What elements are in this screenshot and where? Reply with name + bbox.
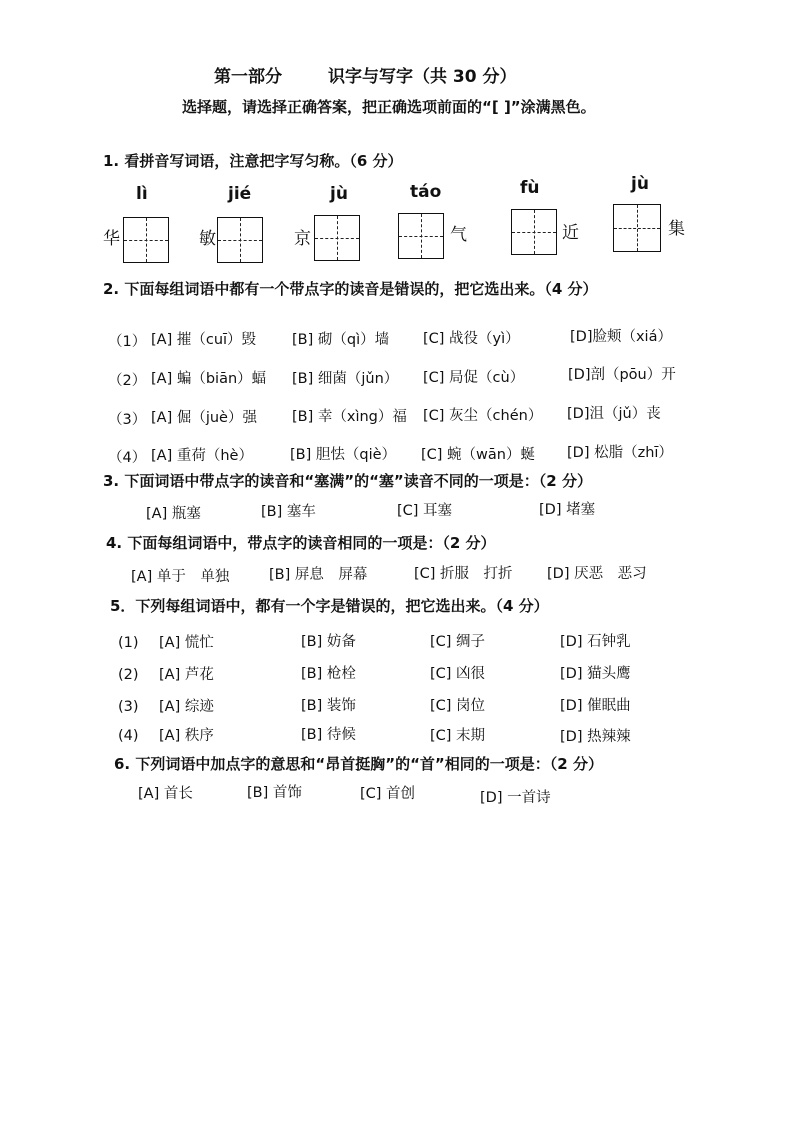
q1-char-2: 敏 — [199, 229, 216, 249]
q2-row-2-option-b[interactable]: [B] 细菌（jǔn） — [292, 371, 399, 387]
q2-stem: 2. 下面每组词语中都有一个带点字的读音是错误的，把它选出来。（4 分） — [103, 280, 598, 298]
q2-row-2-option-d[interactable]: [D]剖（pōu）开 — [568, 367, 676, 383]
q5-row-1-num: (1) — [118, 635, 139, 651]
q6-stem: 6. 下列词语中加点字的意思和“昂首挺胸”的“首”相同的一项是：（2 分） — [114, 755, 603, 773]
q5-row-2-option-c[interactable]: [C] 凶很 — [430, 666, 486, 682]
q2-row-4-option-d[interactable]: [D] 松脂（zhī） — [567, 445, 673, 461]
q3-option-c[interactable]: [C] 耳塞 — [397, 503, 453, 519]
q5-row-1-option-c[interactable]: [C] 绸子 — [430, 634, 486, 650]
q1-writing-box-6[interactable] — [613, 204, 661, 252]
q1-char-3: 京 — [294, 229, 311, 249]
q1-char-6: 集 — [668, 219, 685, 239]
q2-row-1-option-d[interactable]: [D]脸颊（xiá） — [570, 329, 672, 345]
q2-row-2-option-c[interactable]: [C] 局促（cù） — [423, 370, 525, 386]
q2-row-3-option-a[interactable]: [A] 倔（juè）强 — [151, 410, 257, 426]
q4-option-b[interactable]: [B] 屏息 屏幕 — [269, 567, 368, 583]
q1-writing-box-1[interactable] — [123, 217, 169, 263]
q2-row-3-option-c[interactable]: [C] 灰尘（chén） — [423, 408, 543, 424]
q5-row-1-option-b[interactable]: [B] 妨备 — [301, 634, 356, 650]
q2-row-2-num: （2） — [108, 373, 147, 389]
q2-row-3-option-d[interactable]: [D]沮（jǔ）丧 — [567, 406, 661, 422]
q1-pinyin-3: jù — [330, 184, 348, 204]
q5-row-2-num: (2) — [118, 667, 139, 683]
q1-writing-box-4[interactable] — [398, 213, 444, 259]
part-title: 第一部分 — [214, 67, 282, 87]
q5-row-4-option-d[interactable]: [D] 热辣辣 — [560, 729, 631, 745]
q6-option-b[interactable]: [B] 首饰 — [247, 785, 302, 801]
q4-option-c[interactable]: [C] 折服 打折 — [414, 566, 513, 582]
q4-option-a[interactable]: [A] 单于 单独 — [131, 569, 230, 585]
q6-option-d[interactable]: [D] 一首诗 — [480, 790, 551, 806]
q1-char-5: 近 — [562, 223, 579, 243]
q5-row-4-option-c[interactable]: [C] 末期 — [430, 728, 486, 744]
q1-writing-box-3[interactable] — [314, 215, 360, 261]
instruction: 选择题，请选择正确答案，把正确选项前面的“[ ]”涂满黑色。 — [182, 98, 596, 116]
q5-row-4-option-a[interactable]: [A] 秩序 — [159, 728, 214, 744]
q2-row-4-option-b[interactable]: [B] 胆怯（qiè） — [290, 447, 397, 463]
q2-row-3-option-b[interactable]: [B] 幸（xìng）福 — [292, 409, 407, 425]
q2-row-4-num: （4） — [108, 450, 147, 466]
q5-stem: 5．下列每组词语中，都有一个字是错误的，把它选出来。（4 分） — [110, 597, 549, 615]
q5-row-1-option-a[interactable]: [A] 慌忙 — [159, 635, 214, 651]
q1-writing-box-5[interactable] — [511, 209, 557, 255]
q6-option-c[interactable]: [C] 首创 — [360, 786, 416, 802]
q3-option-b[interactable]: [B] 塞车 — [261, 504, 316, 520]
section-title: 识字与写字（共 30 分） — [328, 67, 517, 87]
q1-char-4: 气 — [450, 225, 467, 245]
q5-row-1-option-d[interactable]: [D] 石钟乳 — [560, 634, 631, 650]
q5-row-3-num: (3) — [118, 699, 139, 715]
q2-row-4-option-c[interactable]: [C] 蜿（wān）蜒 — [421, 447, 535, 463]
q2-row-1-option-a[interactable]: [A] 摧（cuī）毁 — [151, 332, 257, 348]
q2-row-1-option-b[interactable]: [B] 砌（qì）墙 — [292, 332, 390, 348]
q2-row-4-option-a[interactable]: [A] 重荷（hè） — [151, 448, 253, 464]
q3-option-d[interactable]: [D] 堵塞 — [539, 502, 596, 518]
q6-option-a[interactable]: [A] 首长 — [138, 786, 193, 802]
q1-pinyin-5: fù — [520, 178, 540, 198]
q5-row-3-option-d[interactable]: [D] 催眠曲 — [560, 698, 631, 714]
q5-row-3-option-a[interactable]: [A] 综迹 — [159, 699, 214, 715]
q5-row-2-option-b[interactable]: [B] 枪栓 — [301, 666, 356, 682]
q1-pinyin-6: jù — [631, 174, 649, 194]
q5-row-2-option-a[interactable]: [A] 芦花 — [159, 667, 214, 683]
q2-row-1-option-c[interactable]: [C] 战役（yì） — [423, 331, 520, 347]
q4-option-d[interactable]: [D] 厌恶 恶习 — [547, 566, 647, 582]
q1-char-1: 华 — [103, 229, 120, 249]
q1-pinyin-1: lì — [136, 184, 148, 204]
q5-row-4-option-b[interactable]: [B] 待候 — [301, 727, 356, 743]
q1-stem: 1. 看拼音写词语，注意把字写匀称。（6 分） — [103, 152, 403, 170]
q2-row-2-option-a[interactable]: [A] 蝙（biān）蝠 — [151, 371, 267, 387]
q5-row-3-option-c[interactable]: [C] 岗位 — [430, 698, 486, 714]
q5-row-3-option-b[interactable]: [B] 装饰 — [301, 698, 356, 714]
q3-option-a[interactable]: [A] 瓶塞 — [146, 506, 201, 522]
q3-stem: 3. 下面词语中带点字的读音和“塞满”的“塞”读音不同的一项是：（2 分） — [103, 472, 592, 490]
q5-row-2-option-d[interactable]: [D] 猫头鹰 — [560, 666, 631, 682]
q2-row-1-num: （1） — [108, 334, 147, 350]
q5-row-4-num: (4) — [118, 728, 139, 744]
q2-row-3-num: （3） — [108, 412, 147, 428]
q1-pinyin-2: jié — [228, 184, 252, 204]
q1-writing-box-2[interactable] — [217, 217, 263, 263]
q1-pinyin-4: táo — [410, 182, 442, 202]
q4-stem: 4. 下面每组词语中，带点字的读音相同的一项是：（2 分） — [106, 534, 496, 552]
